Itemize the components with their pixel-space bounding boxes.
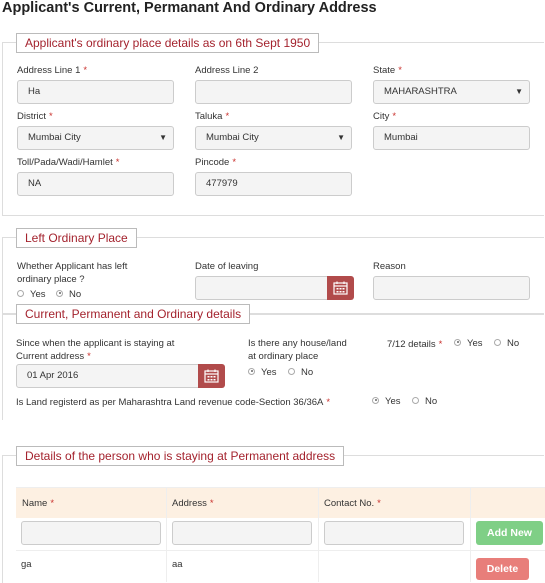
details-712-label: 7/12 details * bbox=[387, 339, 443, 350]
person-details-fieldset bbox=[2, 455, 544, 583]
radio-icon bbox=[412, 397, 419, 404]
land-yes-radio[interactable]: Yes bbox=[372, 396, 401, 407]
house-label-line2: at ordinary place bbox=[248, 351, 319, 362]
d712-yes-radio[interactable]: Yes bbox=[454, 338, 483, 349]
since-date-calendar-button[interactable] bbox=[198, 364, 225, 388]
radio-selected-icon bbox=[372, 397, 379, 404]
radio-icon bbox=[288, 368, 295, 375]
radio-selected-icon bbox=[248, 368, 255, 375]
radio-icon bbox=[494, 339, 501, 346]
delete-button[interactable]: Delete bbox=[476, 558, 529, 580]
ordinary-place-legend: Applicant's ordinary place details as on 6th Sept 1950 bbox=[16, 33, 319, 53]
new-contact-input[interactable] bbox=[324, 521, 464, 545]
toll-input[interactable]: NA bbox=[17, 172, 174, 196]
pincode-label: Pincode * bbox=[195, 157, 237, 168]
date-leaving-calendar-button[interactable] bbox=[327, 276, 354, 300]
district-label: District * bbox=[17, 111, 53, 122]
reason-label: Reason bbox=[373, 261, 406, 272]
left-yes-radio[interactable]: Yes bbox=[17, 289, 46, 300]
left-question-line2: ordinary place ? bbox=[17, 274, 85, 285]
city-label: City * bbox=[373, 111, 397, 122]
col-name-header: Name * bbox=[22, 498, 55, 509]
left-place-legend: Left Ordinary Place bbox=[16, 228, 137, 248]
since-date-input[interactable]: 01 Apr 2016 bbox=[16, 364, 200, 388]
date-leaving-label: Date of leaving bbox=[195, 261, 259, 272]
left-no-radio[interactable]: No bbox=[56, 289, 81, 300]
toll-label: Toll/Pada/Wadi/Hamlet * bbox=[17, 157, 120, 168]
state-select[interactable]: MAHARASHTRA ▼ bbox=[373, 80, 530, 104]
current-details-legend: Current, Permanent and Ordinary details bbox=[16, 304, 250, 324]
radio-selected-icon bbox=[454, 339, 461, 346]
address-line2-label: Address Line 2 bbox=[195, 65, 259, 76]
table-row-divider bbox=[16, 550, 545, 551]
address-line2-input[interactable] bbox=[195, 80, 352, 104]
left-question-line1: Whether Applicant has left bbox=[17, 261, 128, 272]
date-leaving-input[interactable] bbox=[195, 276, 328, 300]
pincode-input[interactable]: 477979 bbox=[195, 172, 352, 196]
land-question-label: Is Land registerd as per Maharashtra Land revenue code-Section 36/36A * bbox=[16, 397, 331, 408]
chevron-down-icon: ▼ bbox=[159, 133, 167, 142]
person-table-header bbox=[16, 487, 545, 518]
col-contact-header: Contact No. * bbox=[324, 498, 381, 509]
city-input[interactable]: Mumbai bbox=[373, 126, 530, 150]
reason-input[interactable] bbox=[373, 276, 530, 300]
table-divider bbox=[318, 487, 319, 582]
district-select[interactable]: Mumbai City ▼ bbox=[17, 126, 174, 150]
house-yes-radio[interactable]: Yes bbox=[248, 367, 277, 378]
page-title: Applicant's Current, Permanant And Ordinary Address bbox=[2, 0, 377, 16]
radio-icon bbox=[17, 290, 24, 297]
col-address-header: Address * bbox=[172, 498, 214, 509]
calendar-icon bbox=[204, 369, 219, 383]
new-name-input[interactable] bbox=[21, 521, 161, 545]
house-label-line1: Is there any house/land bbox=[248, 338, 347, 349]
chevron-down-icon: ▼ bbox=[515, 87, 523, 96]
chevron-down-icon: ▼ bbox=[337, 133, 345, 142]
d712-no-radio[interactable]: No bbox=[494, 338, 519, 349]
add-new-button[interactable]: Add New bbox=[476, 521, 543, 545]
new-address-input[interactable] bbox=[172, 521, 312, 545]
house-no-radio[interactable]: No bbox=[288, 367, 313, 378]
taluka-label: Taluka * bbox=[195, 111, 230, 122]
state-label: State * bbox=[373, 65, 402, 76]
address-line1-label: Address Line 1 * bbox=[17, 65, 88, 76]
radio-selected-icon bbox=[56, 290, 63, 297]
calendar-icon bbox=[333, 281, 348, 295]
row-address-cell: aa bbox=[172, 559, 183, 570]
table-divider bbox=[166, 487, 167, 582]
person-details-legend: Details of the person who is staying at Permanent address bbox=[16, 446, 344, 466]
row-name-cell: ga bbox=[21, 559, 32, 570]
taluka-select[interactable]: Mumbai City ▼ bbox=[195, 126, 352, 150]
address-line1-input[interactable]: Ha bbox=[17, 80, 174, 104]
table-divider bbox=[470, 487, 471, 582]
since-label-line2: Current address * bbox=[16, 351, 91, 362]
since-label-line1: Since when the applicant is staying at bbox=[16, 338, 175, 349]
land-no-radio[interactable]: No bbox=[412, 396, 437, 407]
